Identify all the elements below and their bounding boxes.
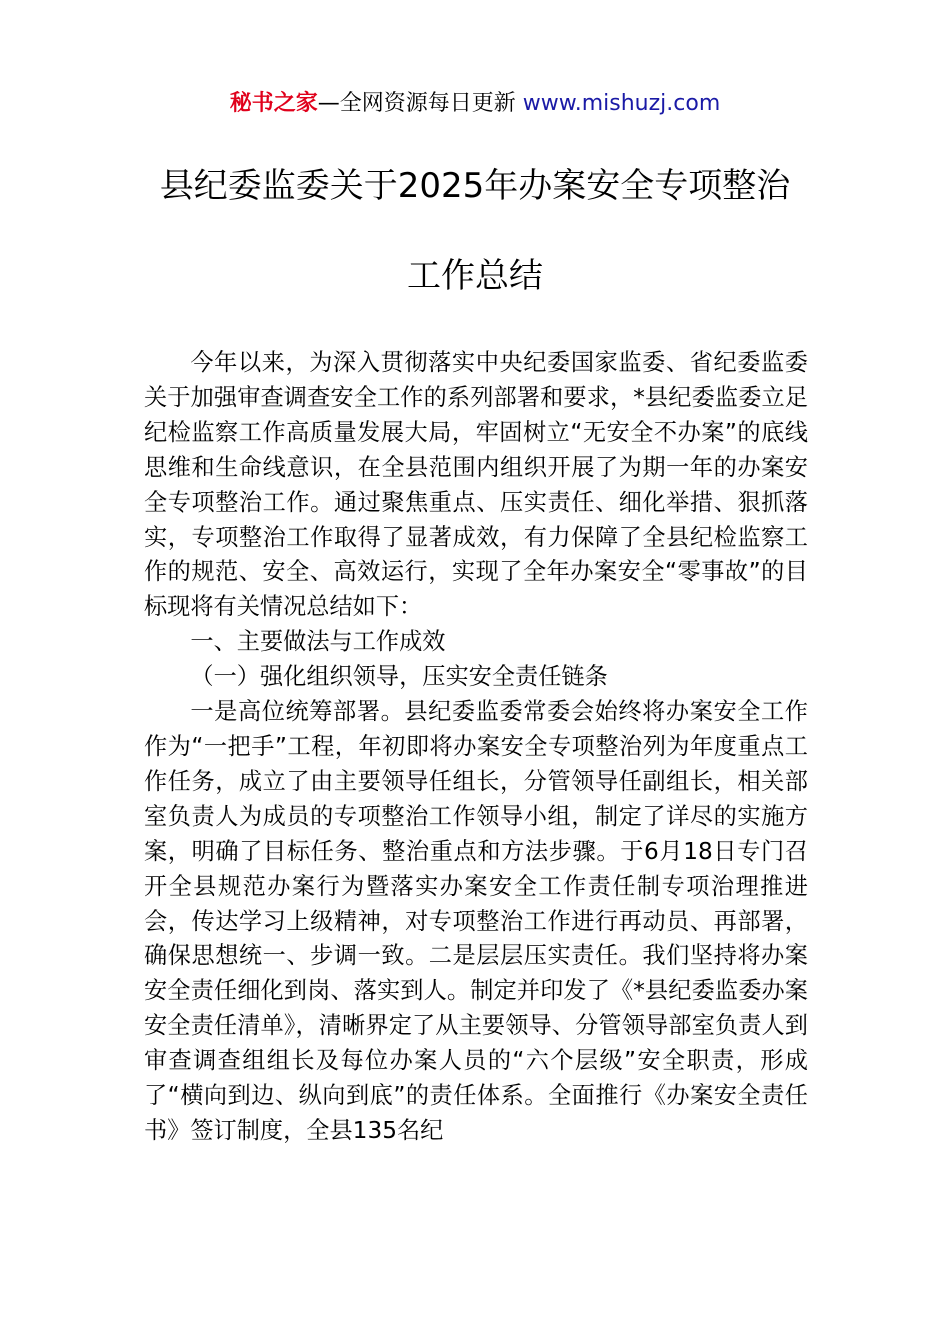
site-tagline: —全网资源每日更新 (317, 91, 516, 116)
intro-paragraph: 今年以来，为深入贯彻落实中央纪委国家监委、省纪委监委关于加强审查调查安全工作的系列部署和要求，*县纪委监委立足纪检监察工作高质量发展大局，牢固树立“无安全不办案”的底线思维和生命线意识，在全县范围内组织开展了为期一年的办案安全专项整治工作。通过聚焦重点、压实责任、细化举措、狠抓落实，专项整治工作取得了显著成效，有力保障了全县纪检监察工作的规范、安全、高效运行，实现了全年办案安全“零事故”的目标现将有关情况总结如下： (144, 349, 808, 621)
site-url-link[interactable]: www.mishuzj.com (522, 91, 721, 116)
subsection-heading-1: （一）强化组织领导，压实安全责任链条 (190, 663, 608, 691)
body-paragraph: 一是高位统筹部署。县纪委监委常委会始终将办案安全工作作为“一把手”工程，年初即将办案安全专项整治列为年度重点工作任务，成立了由主要领导任组长，分管领导任副组长，相关部室负责人为成员的专项整治工作领导小组，制定了详尽的实施方案，明确了目标任务、整治重点和方法步骤。于6月18日专门召开全县规范办案行为暨落实办案安全工作责任制专项治理推进会，传达学习上级精神，对专项整治工作进行再动员、再部署，确保思想统一、步调一致。二是层层压实责任。我们坚持将办案安全责任细化到岗、落实到人。制定并印发了《*县纪委监委办案安全责任清单》，清晰界定了从主要领导、分管领导部室负责人到审查调查组组长及每位办案人员的“六个层级”安全职责，形成了“横向到边、纵向到底”的责任体系。全面推行《办案安全责任书》签订制度，全县135名纪 (144, 698, 808, 1144)
site-header (0, 88, 950, 120)
document-title-line-2: 工作总结 (407, 256, 543, 296)
document-title-line-1: 县纪委监委关于2025年办案安全专项整治 (159, 166, 791, 206)
document-body (144, 346, 808, 1149)
section-heading-1: 一、主要做法与工作成效 (190, 628, 446, 656)
site-brand: 秘书之家 (229, 91, 318, 116)
